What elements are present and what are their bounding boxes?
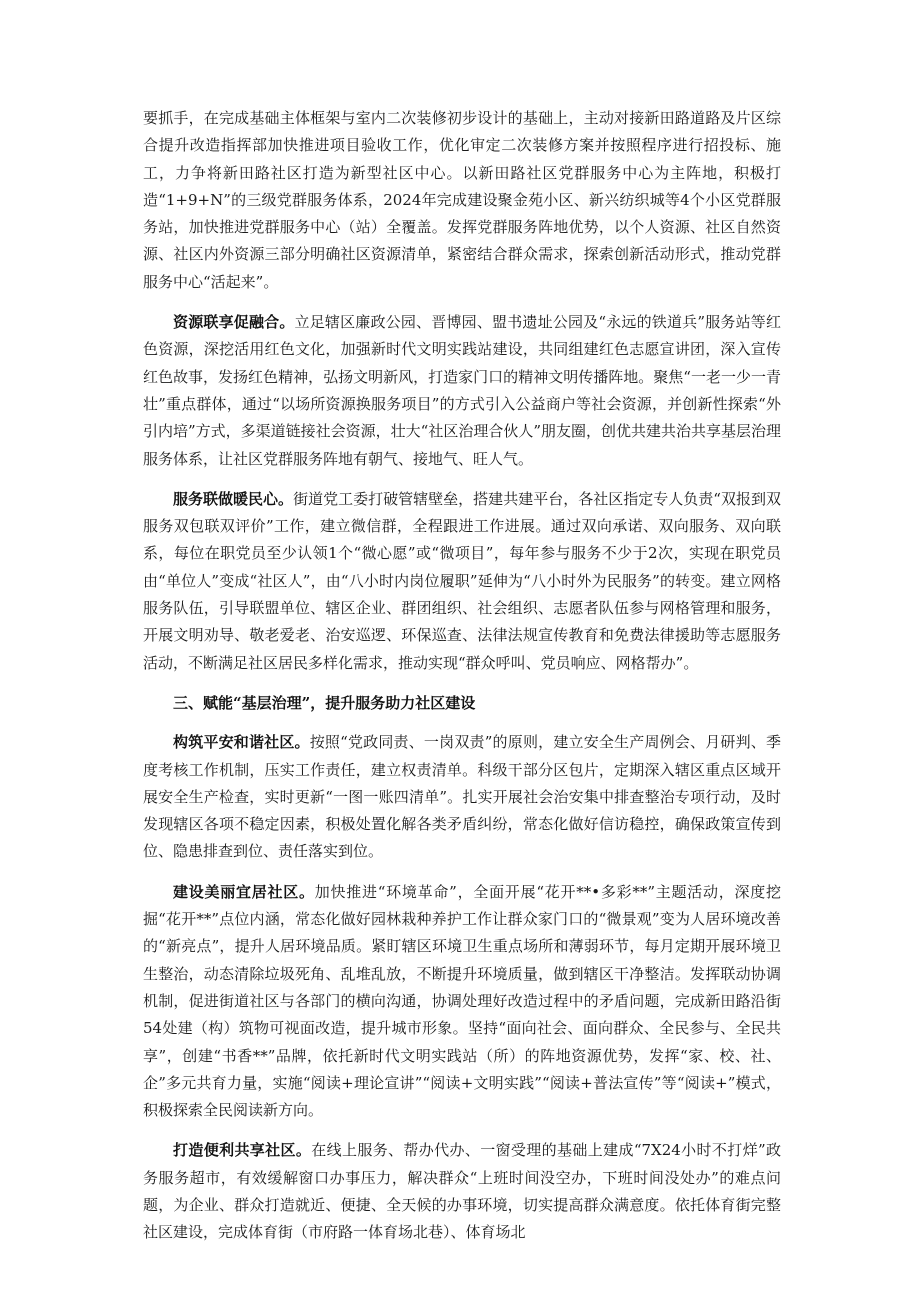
paragraph-lead: 资源联享促融合。 (173, 313, 295, 332)
paragraph-resource-sharing (143, 309, 781, 473)
paragraph-service-linkage (143, 486, 781, 677)
paragraph-text: 加快推进“环境革命”，全面开展“花开**•多彩**”主题活动，深度挖掘“花开**”点位内涵，常态化做好园林栽种养护工作让群众家门口的“微景观”变为人居环境改善的“新亮点”，提升人居环境品质。紧盯辖区环境卫生重点场所和薄弱环节，每月定期开展环境卫生整治，动态清除垃圾死角、乱堆乱放，不断提升环境质量，做到辖区干净整洁。发挥联动协调机制，促进街道社区与各部门的横向沟通，协调处理好改造过程中的矛盾问题，完成新田路沿街54处建（构）筑物可视面改造，提升城市形象。坚持“面向社会、面向群众、全民参与、全民共享”，创建“书香**”品牌，依托新时代文明实践站（所）的阵地资源优势，发挥“家、校、社、企”多元共育力量，实施“阅读+理论宣讲”“阅读+文明实践”“阅读+普法宣传”等“阅读+”模式，积极探索全民阅读新方向。 (143, 882, 781, 1120)
section-heading: 三、赋能“基层治理”，提升服务助力社区建设 (173, 693, 476, 712)
paragraph-safe-community (143, 729, 781, 865)
paragraph-text: 要抓手，在完成基础主体框架与室内二次装修初步设计的基础上，主动对接新田路道路及片区综合提升改造指挥部加快推进项目验收工作，优化审定二次装修方案并按照程序进行招投标、施工，力争将新田路社区打造为新型社区中心。以新田路社区党群服务中心为主阵地，积极打造“1+9+N”的三级党群服务体系，2024年完成建设聚金苑小区、新兴纺织城等4个小区党群服务站，加快推进党群服务中心（站）全覆盖。发挥党群服务阵地优势，以个人资源、社区自然资源、社区内外资源三部分明确社区资源清单，紧密结合群众需求，探索创新活动形式，推动党群服务中心“活起来”。 (143, 109, 781, 291)
paragraph-lead: 构筑平安和谐社区。 (173, 733, 310, 752)
paragraph-lead: 建设美丽宜居社区。 (173, 882, 315, 901)
paragraph-text: 在线上服务、帮办代办、一窗受理的基础上建成“7X24小时不打烊”政务服务超市，有效缓解窗口办事压力，解决群众“上班时间没空办，下班时间没处办”的难点问题，为企业、群众打造就近、便捷、全天候的办事环境，切实提高群众满意度。依托体育街完整社区建设，完成体育街（市府路一体育场北巷）、体育场北 (143, 1141, 781, 1242)
paragraph-text: 街道党工委打破管辖壁垒，搭建共建平台，各社区指定专人负责“双报到双服务双包联双评价”工作，建立微信群，全程跟进工作进展。通过双向承诺、双向服务、双向联系，每位在职党员至少认领1个“微心愿”或“微项目”，每年参与服务不少于2次，实现在职党员由“单位人”变成“社区人”，由“八小时内岗位履职”延伸为“八小时外为民服务”的转变。建立网格服务队伍，引导联盟单位、辖区企业、群团组织、社会组织、志愿者队伍参与网格管理和服务，开展文明劝导、敬老爱老、治安巡逻、环保巡查、法律法规宣传教育和免费法律援助等志愿服务活动，不断满足社区居民多样化需求，推动实现“群众呼叫、党员响应、网格帮办”。 (143, 489, 781, 672)
paragraph-continued (143, 105, 781, 296)
paragraph-text: 立足辖区廉政公园、晋博园、盟书遗址公园及“永远的铁道兵”服务站等红色资源，深挖活用红色文化，加强新时代文明实践站建设，共同组建红色志愿宣讲团，深入宣传红色故事，发扬红色精神，弘扬文明新风，打造家门口的精神文明传播阵地。聚焦“一老一少一青壮”重点群体，通过“以场所资源换服务项目”的方式引入公益商户等社会资源，并创新性探索“外引内培”方式，多渠道链接社会资源，壮大“社区治理合伙人”朋友圈，创优共建共治共享基层治理服务体系，让社区党群服务阵地有朝气、接地气、旺人气。 (143, 313, 782, 468)
document-body (143, 105, 781, 1260)
paragraph-lead: 打造便利共享社区。 (173, 1141, 312, 1160)
paragraph-lead: 服务联做暖民心。 (173, 489, 294, 508)
paragraph-text: 按照“党政同责、一岗双责”的原则，建立安全生产周例会、月研判、季度考核工作机制，压实工作责任，建立权责清单。科级干部分区包片，定期深入辖区重点区域开展安全生产检查，实时更新“一图一账四清单”。扎实开展社会治安集中排查整治专项行动，及时发现辖区各项不稳定因素，积极处置化解各类矛盾纠纷，常态化做好信访稳控，确保政策宣传到位、隐患排查到位、责任落实到位。 (143, 733, 781, 861)
paragraph-convenient-community (143, 1137, 781, 1246)
paragraph-livable-community (143, 879, 781, 1125)
